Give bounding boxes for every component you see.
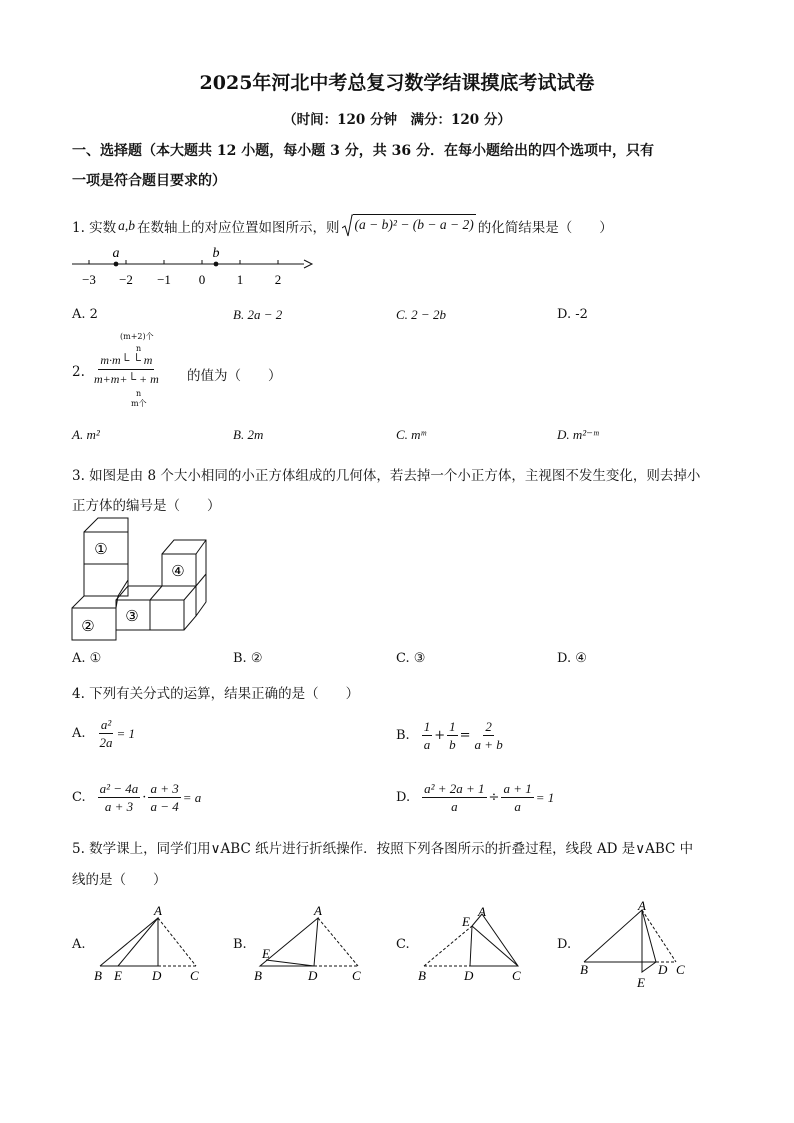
q1-prefix: 1. 实数 bbox=[72, 220, 117, 236]
label-d: D bbox=[308, 968, 318, 983]
q4-b-label: B. bbox=[396, 728, 410, 743]
label-b: B bbox=[580, 962, 588, 977]
q4-option-c[interactable] bbox=[72, 780, 201, 815]
sqrt-sign-icon bbox=[342, 214, 353, 238]
frac-den: b bbox=[449, 737, 456, 752]
frac-num: a + 1 bbox=[503, 781, 532, 796]
tick-label: −2 bbox=[119, 272, 133, 287]
frac-den: a + b bbox=[474, 737, 503, 752]
q2-number: 2. bbox=[72, 364, 85, 380]
cube-label-2: ② bbox=[81, 619, 95, 635]
q4-option-a[interactable] bbox=[72, 716, 135, 751]
tick-label: 2 bbox=[274, 272, 282, 287]
frac-num: a² − 4a bbox=[99, 781, 139, 796]
point-b-label: b bbox=[212, 246, 220, 261]
q5-option-d[interactable]: D. bbox=[557, 937, 572, 952]
label-a: A bbox=[478, 904, 486, 919]
label-e: E bbox=[462, 914, 470, 929]
q3-option-a[interactable]: A. ① bbox=[72, 651, 102, 666]
q4-d-label: D. bbox=[396, 790, 411, 805]
point-a-dot bbox=[114, 262, 119, 267]
q2-option-d[interactable]: D. m²⁻ᵐ bbox=[557, 427, 599, 442]
q2-option-c[interactable]: C. mᵐ bbox=[396, 427, 426, 442]
q4-d-frac1 bbox=[422, 780, 486, 815]
q4-c-result: = a bbox=[182, 789, 202, 805]
q4-option-d[interactable] bbox=[396, 780, 554, 815]
label-c: C bbox=[352, 968, 361, 983]
label-d: D bbox=[152, 968, 162, 983]
frac-num: 2 bbox=[485, 719, 492, 734]
triangle-figure-d bbox=[576, 896, 706, 996]
q1-option-c[interactable]: C. 2 − 2b bbox=[396, 307, 446, 322]
number-line bbox=[68, 240, 318, 292]
equals-sign: = bbox=[459, 728, 471, 743]
section-heading-line1: 一、选择题（本大题共 12 小题，每小题 3 分，共 36 分．在每小题给出的四个选项中，只有 bbox=[72, 143, 654, 159]
q1-suffix: 的化简结果是（ ） bbox=[477, 220, 613, 236]
frac-den: a − 4 bbox=[150, 799, 179, 814]
q5-option-b[interactable]: B. bbox=[233, 937, 247, 952]
q1-expr: (a − b)² − (b − a − 2) bbox=[353, 214, 476, 238]
q4-option-b[interactable] bbox=[396, 718, 507, 753]
q4-c-label: C. bbox=[72, 790, 86, 805]
axis-arrow-icon bbox=[304, 260, 312, 268]
point-a-label: a bbox=[112, 246, 120, 261]
label-e: E bbox=[637, 975, 645, 990]
tick-label: −3 bbox=[82, 272, 96, 287]
q3-line2: 正方体的编号是（ ） bbox=[72, 498, 221, 514]
q2-fraction bbox=[92, 352, 161, 387]
label-d: D bbox=[658, 962, 668, 977]
q3-option-b[interactable]: B. ② bbox=[233, 651, 263, 666]
q2-option-b[interactable]: B. 2m bbox=[233, 427, 264, 442]
cube-label-4: ④ bbox=[171, 564, 185, 580]
label-e: E bbox=[262, 946, 270, 961]
q2-top-note: (m+2)个 bbox=[120, 332, 154, 341]
dot-sign: · bbox=[142, 790, 147, 805]
q4-d-frac2 bbox=[501, 780, 533, 815]
triangle-figure-a bbox=[88, 900, 218, 990]
q4-c-frac1 bbox=[98, 780, 141, 815]
label-d: D bbox=[464, 968, 474, 983]
plus-sign: + bbox=[434, 728, 446, 743]
q1-sqrt bbox=[342, 214, 476, 238]
triangle-figure-c bbox=[416, 900, 546, 990]
label-c: C bbox=[676, 962, 685, 977]
q1-mid: 在数轴上的对应位置如图所示，则 bbox=[137, 220, 340, 236]
q1-vars: a,b bbox=[118, 218, 136, 233]
q4-stem: 4. 下列有关分式的运算，结果正确的是（ ） bbox=[72, 686, 360, 702]
frac-num: a + 3 bbox=[150, 781, 179, 796]
q5-line2: 线的是（ ） bbox=[72, 872, 167, 888]
label-c: C bbox=[512, 968, 521, 983]
q5-line1: 5. 数学课上，同学们用∨ABC 纸片进行折纸操作．按照下列各图所示的折叠过程，线段 AD 是∨ABC 中 bbox=[72, 841, 694, 857]
q5-option-a[interactable]: A. bbox=[72, 937, 86, 952]
frac-den: a + 3 bbox=[104, 799, 134, 814]
frac-num: a² + 2a + 1 bbox=[424, 781, 485, 796]
q1-option-b[interactable]: B. 2a − 2 bbox=[233, 307, 283, 322]
tick-label: −1 bbox=[157, 272, 171, 287]
cube-figure bbox=[70, 516, 210, 644]
q1-option-d[interactable]: D. -2 bbox=[557, 307, 588, 322]
q4-b-frac1 bbox=[422, 718, 433, 753]
q2-suffix: 的值为（ ） bbox=[187, 368, 282, 384]
label-a: A bbox=[638, 898, 646, 913]
frac-den: a bbox=[514, 799, 521, 814]
frac-den: a bbox=[423, 737, 431, 752]
q4-b-frac2 bbox=[447, 718, 458, 753]
q4-d-result: = 1 bbox=[535, 789, 555, 805]
q4-b-frac3 bbox=[473, 718, 505, 753]
label-b: B bbox=[254, 968, 262, 983]
page-title: 2025年河北中考总复习数学结课摸底考试试卷 bbox=[199, 72, 595, 94]
label-a: A bbox=[154, 903, 162, 918]
tick-label: 0 bbox=[198, 272, 206, 287]
q4-a-frac bbox=[98, 716, 115, 751]
question-1 bbox=[72, 214, 613, 238]
frac-num: 1 bbox=[423, 719, 431, 734]
exam-info: （时间：120 分钟 满分：120 分） bbox=[283, 112, 511, 128]
label-c: C bbox=[190, 968, 199, 983]
tick-label: 1 bbox=[236, 272, 244, 287]
triangle-figure-b bbox=[248, 900, 378, 990]
cube-label-3: ③ bbox=[125, 609, 139, 625]
q3-option-c[interactable]: C. ③ bbox=[396, 651, 426, 666]
q2-numerator: m·m└ └ m bbox=[98, 352, 154, 370]
point-b-dot bbox=[214, 262, 219, 267]
q2-n-top: n bbox=[136, 344, 142, 353]
label-b: B bbox=[94, 968, 102, 983]
q4-a-result: = 1 bbox=[116, 725, 136, 741]
frac-num: 1 bbox=[449, 719, 456, 734]
q2-option-a[interactable]: A. m² bbox=[72, 427, 100, 442]
q4-c-frac2 bbox=[148, 780, 180, 815]
q3-line1: 3. 如图是由 8 个大小相同的小正方体组成的几何体，若去掉一个小正方体，主视图不发生变化，则去掉小 bbox=[72, 468, 701, 484]
label-a: A bbox=[314, 903, 322, 918]
frac-den: 2a bbox=[99, 735, 113, 750]
q2-n-bottom: n bbox=[136, 389, 142, 398]
section-heading-line2: 一项是符合题目要求的） bbox=[72, 173, 226, 189]
frac-num: a² bbox=[100, 717, 112, 732]
q3-option-d[interactable]: D. ④ bbox=[557, 651, 587, 666]
q5-option-c[interactable]: C. bbox=[396, 937, 410, 952]
q2-denominator: m+m+└ + m bbox=[94, 372, 159, 386]
divide-sign: ÷ bbox=[488, 790, 500, 805]
label-b: B bbox=[418, 968, 426, 983]
label-e: E bbox=[114, 968, 122, 983]
q2-bottom-note: m个 bbox=[131, 399, 147, 408]
q1-option-a[interactable]: A. 2 bbox=[72, 307, 98, 322]
q4-a-label: A. bbox=[72, 726, 86, 741]
frac-den: a bbox=[451, 799, 458, 814]
cube-label-1: ① bbox=[94, 542, 108, 558]
